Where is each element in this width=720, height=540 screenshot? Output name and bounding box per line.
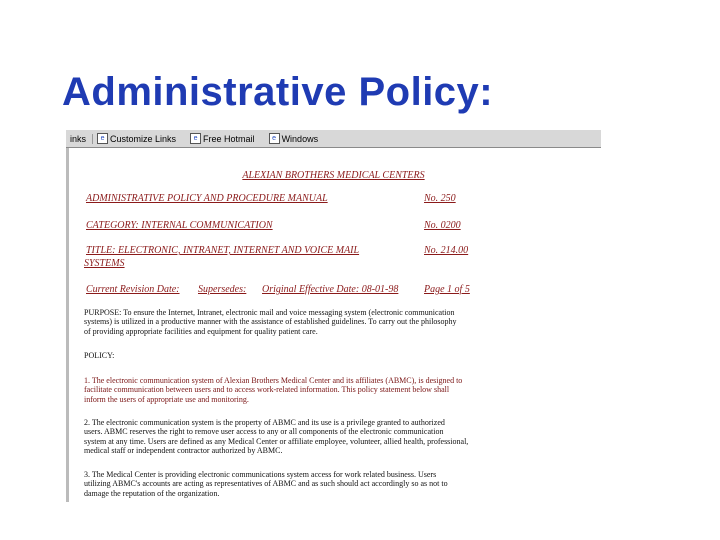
page-indicator: Page 1 of 5 xyxy=(424,284,470,295)
policy-title-line1: TITLE: ELECTRONIC, INTRANET, INTERNET AND VOICE MAIL xyxy=(86,245,360,256)
supersedes: Supersedes: xyxy=(198,284,247,295)
policy-line: 3. The Medical Center is providing electronic communications system access for work related business. Users xyxy=(84,470,437,479)
policy-item-1 xyxy=(84,376,504,404)
link-free-hotmail[interactable] xyxy=(190,133,255,144)
purpose-line: of providing appropriate facilities and equipment for quality patient care. xyxy=(84,326,318,336)
policy-item-2 xyxy=(84,418,504,456)
policy-line: facilitate communication between users and to access work-related information. This policy statement below shall xyxy=(84,385,450,395)
policy-line: users. ABMC reserves the right to remove user access to any or all components of the electronic communication xyxy=(84,427,444,437)
policy-item-3 xyxy=(84,470,504,498)
policy-line: medical staff or independent contractor authorized by ABMC. xyxy=(84,446,283,456)
window-edge xyxy=(66,148,69,502)
policy-line: 1. The electronic communication system of Alexian Brothers Medical Center and its affiliates (ABMC), is designed to xyxy=(84,376,463,385)
purpose-line: PURPOSE: To ensure the Internet, Intranet, electronic mail and voice messaging system (electronic communication xyxy=(84,308,455,317)
link-customize-links[interactable] xyxy=(97,133,176,144)
browser-screenshot xyxy=(66,130,601,502)
org-name: ALEXIAN BROTHERS MEDICAL CENTERS xyxy=(242,170,425,181)
link-page-icon: e xyxy=(97,133,108,144)
original-effective-date: Original Effective Date: 08-01-98 xyxy=(262,284,399,295)
category: CATEGORY: INTERNAL COMMUNICATION xyxy=(86,220,273,231)
links-label: inks xyxy=(66,134,93,144)
policy-heading: POLICY: xyxy=(84,351,115,360)
link-page-icon: e xyxy=(269,133,280,144)
policy-line: inform the users of appropriate use and monitoring. xyxy=(84,394,249,404)
manual-number: No. 250 xyxy=(424,193,456,204)
manual-title: ADMINISTRATIVE POLICY AND PROCEDURE MANUAL xyxy=(86,193,328,204)
slide-title: Administrative Policy: xyxy=(62,70,494,114)
policy-title-line2: SYSTEMS xyxy=(84,258,125,269)
policy-line: 2. The electronic communication system is the property of ABMC and its use is a privilege granted to authorized xyxy=(84,418,445,427)
policy-document xyxy=(66,148,601,502)
category-number: No. 0200 xyxy=(424,220,461,231)
current-revision-date: Current Revision Date: xyxy=(86,284,180,295)
purpose-paragraph xyxy=(84,308,504,336)
purpose-line: systems) is utilized in a productive manner with the assistance of established guidelines. To carry out the philosophy xyxy=(84,317,457,327)
link-label: Free Hotmail xyxy=(203,133,255,144)
link-label: Customize Links xyxy=(110,133,177,144)
link-label: Windows xyxy=(281,133,319,144)
link-page-icon: e xyxy=(190,133,201,144)
links-toolbar xyxy=(66,130,601,148)
policy-line: damage the reputation of the organization. xyxy=(84,488,220,498)
policy-line: system at any time. Users are defined as any Medical Center or affiliate employee, volunteer, allied health, professional, xyxy=(84,436,469,446)
link-windows[interactable] xyxy=(269,133,319,144)
policy-line: utilizing ABMC's accounts are acting as representatives of ABMC and as such should act accordingly so as not to xyxy=(84,479,448,489)
policy-title-number: No. 214.00 xyxy=(424,245,469,256)
